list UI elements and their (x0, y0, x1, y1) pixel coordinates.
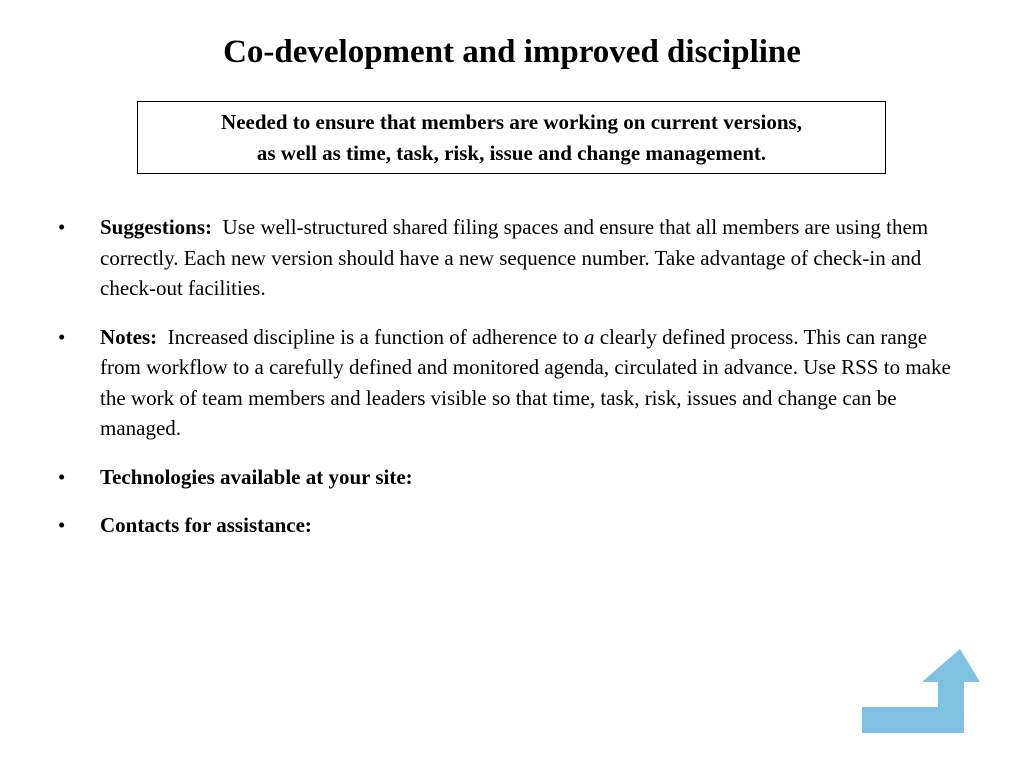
slide-title: Co-development and improved discipline (223, 34, 801, 70)
notes-text-before: Increased discipline is a function of adherence to (167, 324, 584, 349)
notes-text-after: clearly defined process. This can range from workflow to a carefully defined and monitored agenda, circulated in advance. Use RSS to make the work of team members and leaders visible so that time, task, risk, issues and change can be managed. (100, 324, 951, 440)
bullet-dot: • (58, 215, 66, 239)
suggestions-text: Use well-structured shared filing spaces and ensure that all members are using them correctly. Each new version should have a new sequence number. Take advantage of check-in and check-out facilities. (100, 215, 929, 300)
bullet-dot: • (58, 324, 66, 349)
notes-label: Notes: (100, 324, 158, 349)
bullet-notes (58, 322, 968, 444)
contacts-label: Contacts for assistance: (100, 513, 312, 537)
callout-line-1: Needed to ensure that members are working on current versions, (221, 109, 802, 134)
bullet-dot: • (58, 513, 66, 537)
technologies-label: Technologies available at your site: (100, 464, 413, 489)
bullet-suggestions (58, 212, 968, 304)
bullet-list (58, 212, 968, 559)
notes-text-italic: a (584, 324, 595, 349)
suggestions-label: Suggestions: (100, 215, 213, 239)
return-up-arrow-icon[interactable] (860, 647, 982, 735)
return-arrow-shape[interactable] (862, 649, 980, 733)
bullet-contacts (58, 510, 968, 541)
callout-box (137, 101, 886, 174)
bullet-dot: • (58, 464, 66, 489)
callout-line-2: as well as time, task, risk, issue and change management. (256, 140, 767, 165)
bullet-technologies (58, 462, 968, 493)
